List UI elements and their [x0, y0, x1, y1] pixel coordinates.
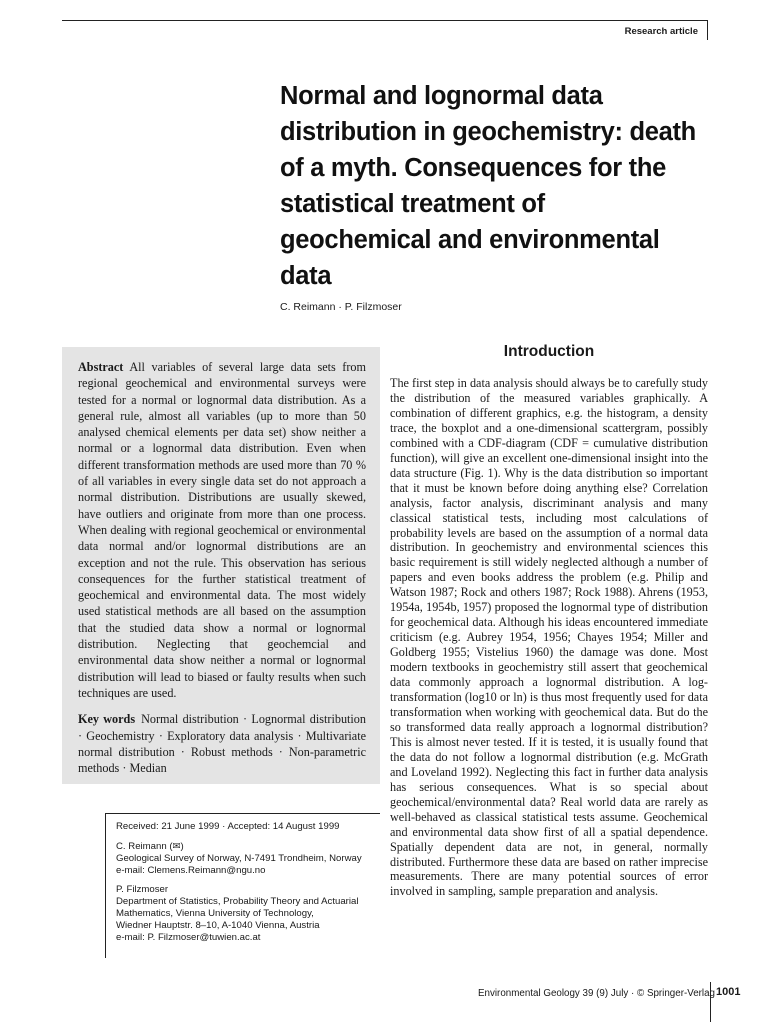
author1-email: e-mail: Clemens.Reimann@ngu.no [116, 865, 266, 876]
author2-affiliation-line2: Mathematics, Vienna University of Technology, [116, 908, 314, 919]
abstract-box [62, 347, 380, 784]
abstract-label: Abstract [78, 360, 124, 374]
author1-name: C. Reimann (✉) [116, 841, 184, 852]
received-dates: Received: 21 June 1999 · Accepted: 14 August 1999 [116, 821, 340, 832]
author2-affiliation-line1: Department of Statistics, Probability Theory and Actuarial [116, 896, 359, 907]
header-tick [707, 20, 708, 40]
author1-affiliation: Geological Survey of Norway, N-7491 Trondheim, Norway [116, 853, 362, 864]
authors: C. Reimann · P. Filzmoser [280, 301, 402, 313]
header-rule [62, 20, 708, 21]
author2-name: P. Filzmoser [116, 884, 169, 895]
footer-journal: Environmental Geology 39 (9) July · © Springer-Verlag [478, 988, 716, 999]
keywords-text: Normal distribution · Lognormal distribution · Geochemistry · Exploratory data analysis · Multivariate normal distribution · Robust methods · Non-parametric methods · Median [78, 712, 366, 776]
article-title: Normal and lognormal data distribution in geochemistry: death of a myth. Consequences for the statistical treatment of geochemical and environmental data [280, 82, 696, 290]
author1-address [116, 841, 380, 877]
author2-email: e-mail: P. Filzmoser@tuwien.ac.at [116, 932, 261, 943]
article-meta [105, 813, 380, 958]
author2-affiliation-line3: Wiedner Hauptstr. 8–10, A-1040 Vienna, Austria [116, 920, 320, 931]
introduction-text: The first step in data analysis should always be to carefully study the distribution of the measured variables graphically. A combination of different graphics, e.g. the histogram, a density trace, the boxplot and a one-dimensional scattergram, possibly combined with a CDF-diagram (CDF = cumulative distribution function), will give an excellent one-dimensional insight into the data structure (Fig. 1). Why is the data distribution so important that it must be known before doing anything else? Correlation analysis, factor analysis, discriminant analysis and many classical statistical tests, including most calculations of probability levels are based on the assumption of a normal data distribution. In geochemistry and environmental sciences this basic requirement is still widely neglected although a number of papers and even books address the problem (e.g. Philip and Watson 1987; Rock and others 1987; Rock 1988). Ahrens (1953, 1954a, 1954b, 1957) proposed the lognormal type of distribution for geochemical data. Although his ideas encountered immediate criticism (e.g. Aubrey 1954, 1956; Chayes 1954; Miller and Goldberg 1955; Vistelius 1960) the damage was done. Most modern textbooks in geochemistry still assert that geochemical data commonly approach a lognormal distribution. A log-transformation (log10 or ln) is thus most frequently used for data transformation when working with geochemical data. But do the so transformed data really approach a lognormal distribution? This is almost never tested. If it is tested, it is usually found that the data do not follow a lognormal distribution (e.g. McGrath and Loveland 1992). Neglecting this fact in further data analysis has serious consequences. What is so special about geochemical/environmental data? Real world data are rarely as well-behaved as classical statistical tests assume. Geochemical and environmental data show first of all a spatial dependence. Spatially dependent data are not, in general, normally distributed. Furthermore these data are based on rather imprecise measurements. There are many potential sources of error involved in sampling, sample preparation and analysis. [390, 376, 708, 899]
abstract-text: All variables of several large data sets from regional geochemical and environmental surveys were tested for a normal or lognormal data distribution. As a general rule, almost all variables (up to more than 50 analysed chemical elements per data set) show neither a normal or a lognormal data distribution. Even when different transformation methods are used more than 70 % of all variables in every single data set do not approach a normal distribution. Distributions are usually skewed, have outliers and originate from more than one process. When dealing with regional geochemical or environmental data normal and/or lognormal distributions are an exception and not the rule. This observation has serious consequences for the further statistical treatment of geochemical and environmental data. The most widely used statistical methods are all based on the assumption that the studied data show a normal or lognormal distribution. Neglecting that geochemcial and environmental data show neither a normal or lognormal distribution will lead to biased or faulty results when such techniques are used. [78, 360, 366, 700]
keywords-label: Key words [78, 712, 136, 727]
introduction-heading: Introduction [503, 343, 595, 360]
author2-address [116, 884, 380, 944]
keywords [78, 711, 366, 776]
abstract [78, 359, 366, 701]
page-number: 1001 [716, 986, 741, 998]
article-type: Research article [624, 26, 698, 37]
footer-rule [710, 982, 711, 1022]
